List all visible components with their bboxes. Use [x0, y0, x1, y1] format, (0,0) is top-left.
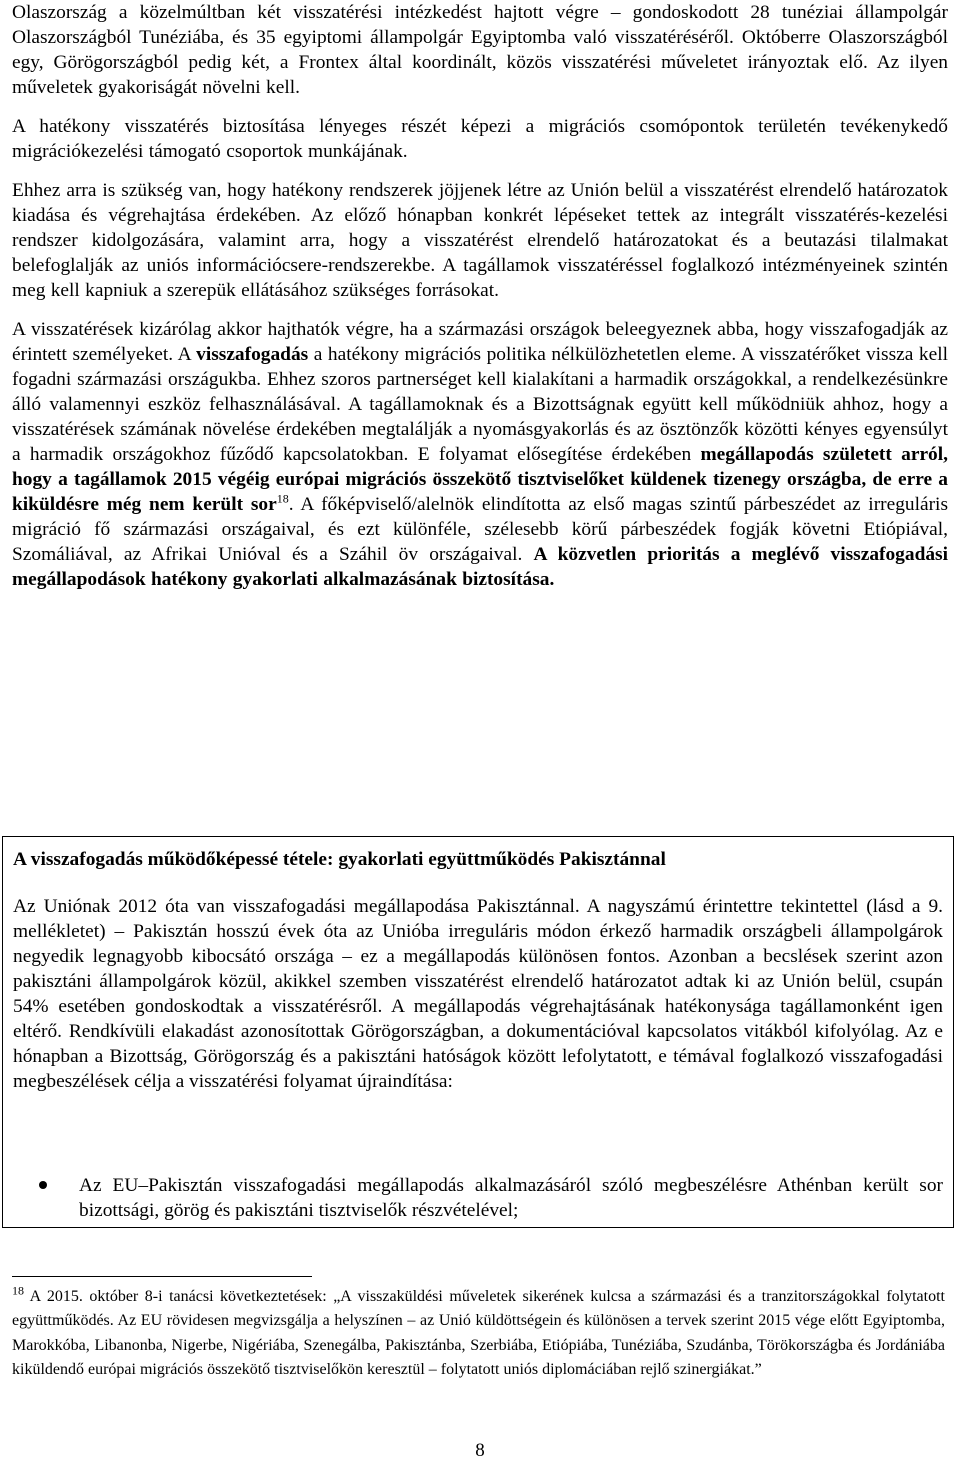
readmission-text-f: . A főképviselő/alelnök elindította az első magas szintű párbeszédet az irreguláris migráció fő származási országaival, és ezt különféle, szélesebb körű párbeszédek fogják követni Etiópiával, Szomáliával, az Afrikai Unióval és a Száhil öv országaival. [12, 494, 948, 565]
paragraph-readmission [12, 317, 948, 592]
footnote-ref-18[interactable]: 18 [276, 491, 289, 506]
paragraph-hotspots: A hatékony visszatérés biztosítása lényeges részét képezi a migrációs csomópontok területén tevékenykedő migrációkezelési támogató csoportok munkájának. [12, 116, 948, 162]
document-page [12, 0, 948, 592]
footnote-number: 18 [12, 1283, 24, 1298]
box-bullet-item [39, 1173, 943, 1223]
paragraph-italy-returns: Olaszország a közelmúltban két visszatérési intézkedést hajtott végre – gondoskodott 28 tunéziai állampolgár Olaszországból Tunéziába, és 35 egyiptomi állampolgár Egyiptomba való visszatéréséről. Októberre Olaszországból egy, Görögországból pedig két, a Frontex által koordinált, közös visszatérési műveletet irányoztak elő. Az ilyen műveletek gyakoriságát növelni kell. [12, 2, 948, 98]
box-text: Az Uniónak 2012 óta van visszafogadási megállapodása Pakisztánnal. A nagyszámú érintettre tekintettel (lásd a 9. mellékletet) – Pakisztán hosszú évek óta az Unióba irreguláris módon érkező harmadik országbeli állampolgárok negyedik legnagyobb kibocsátó országa – ez a megállapodás különösen fontos. Azonban a becslések szerint azon pakisztáni állampolgárok közül, akikkel szemben visszatérést elrendelő határozatot adtak ki az Unión belül, csupán 54% esetében gondoskodtak a visszatérésről. A megállapodás végrehajtásának hatékonysága tagállamonként igen eltérő. Rendkívüli elakadást azonosítottak Görögországban, a dokumentációval kapcsolatos vitákból kifolyólag. Az e hónapban a Bizottság, Görögország és a pakisztáni hatóságok között lefolytatott, e témával foglalkozó visszafogadási megbeszélések célja a visszatérési folyamat újraindítása: [13, 896, 943, 1092]
readmission-bold-priority: A közvetlen prioritás a meglévő visszafogadási megállapodások hatékony gyakorlati alkalmazásának biztosítása. [12, 544, 948, 590]
footnote-separator [12, 1276, 312, 1277]
bullet-text: Az EU–Pakisztán visszafogadási megállapodás alkalmazásáról szóló megbeszélésre Athénban került sor bizottsági, görög és pakisztáni tisztviselők részvételével; [79, 1175, 943, 1221]
readmission-text-c: a hatékony migrációs politika nélkülözhetetlen eleme. A visszatérőket vissza kell fogadni származási országukba. Ehhez szoros partnerséget kell kialakítani a harmadik országokkal, a rendelkezésünkre álló valamennyi eszköz felhasználásával. A tagállamoknak és a Bizottságnak együtt kell működniük ahhoz, hogy a visszatérések számának növelése érdekében megtalálják a nyomásgyakorlás és az ösztönzők közötti kényes egyensúlyt a harmadik országokhoz fűződő kapcsolatokban. E folyamat elősegítése érdekében [12, 344, 948, 465]
paragraph-return-systems: Ehhez arra is szükség van, hogy hatékony rendszerek jöjjenek létre az Unión belül a visszatérést elrendelő határozatok kiadása és végrehajtása érdekében. Az előző hónapban konkrét lépéseket tettek az integrált visszatérés-kezelési rendszer kidolgozására, valamint arra, hogy a visszatérést elrendelő határozatokat és a beutazási tilalmakat belefoglalják az uniós információcsere-rendszerekbe. A tagállamok visszatéréssel foglalkozó intézményeinek szintén meg kell kapniuk a szerepük ellátásához szükséges forrásokat. [12, 180, 948, 301]
pakistan-info-box [2, 836, 954, 1228]
page-number: 8 [475, 1440, 485, 1461]
readmission-bold-term: visszafogadás [196, 344, 309, 365]
footnote-18 [12, 1285, 945, 1383]
footnote-text: A 2015. október 8-i tanácsi következtetések: „A visszaküldési műveletek sikerének kulcsa a származási és a tranzitországokkal folytatott együttműködés. Az EU rövidesen megvizsgálja a helyszínen – az Unió küldöttségein és különösen a tervek szerint 2015 vége előtt Egyiptomba, Marokkóba, Libanonba, Nigerbe, Nigériába, Szenegálba, Pakisztánba, Szerbiába, Etiópiába, Tunéziába, Szudánba, Törökországba és Jordániába kiküldendő európai migrációs összekötő tisztviselőkön keresztül – folytatott uniós diplomáciában rejlő szinergiákat.” [12, 1288, 945, 1379]
readmission-text-a: A visszatérések kizárólag akkor hajthatók végre, ha a származási országok beleegyeznek abba, hogy visszafogadják az érintett személyeket. A [12, 319, 948, 365]
box-title: A visszafogadás működőképessé tétele: gyakorlati együttműködés Pakisztánnal [13, 849, 666, 870]
bullet-dot-icon [39, 1181, 47, 1189]
readmission-bold-agreement: megállapodás született arról, hogy a tagállamok 2015 végéig európai migrációs összekötő tisztviselőket küldenek tizenegy országba, de erre a kiküldésre még nem került sor [12, 444, 948, 515]
